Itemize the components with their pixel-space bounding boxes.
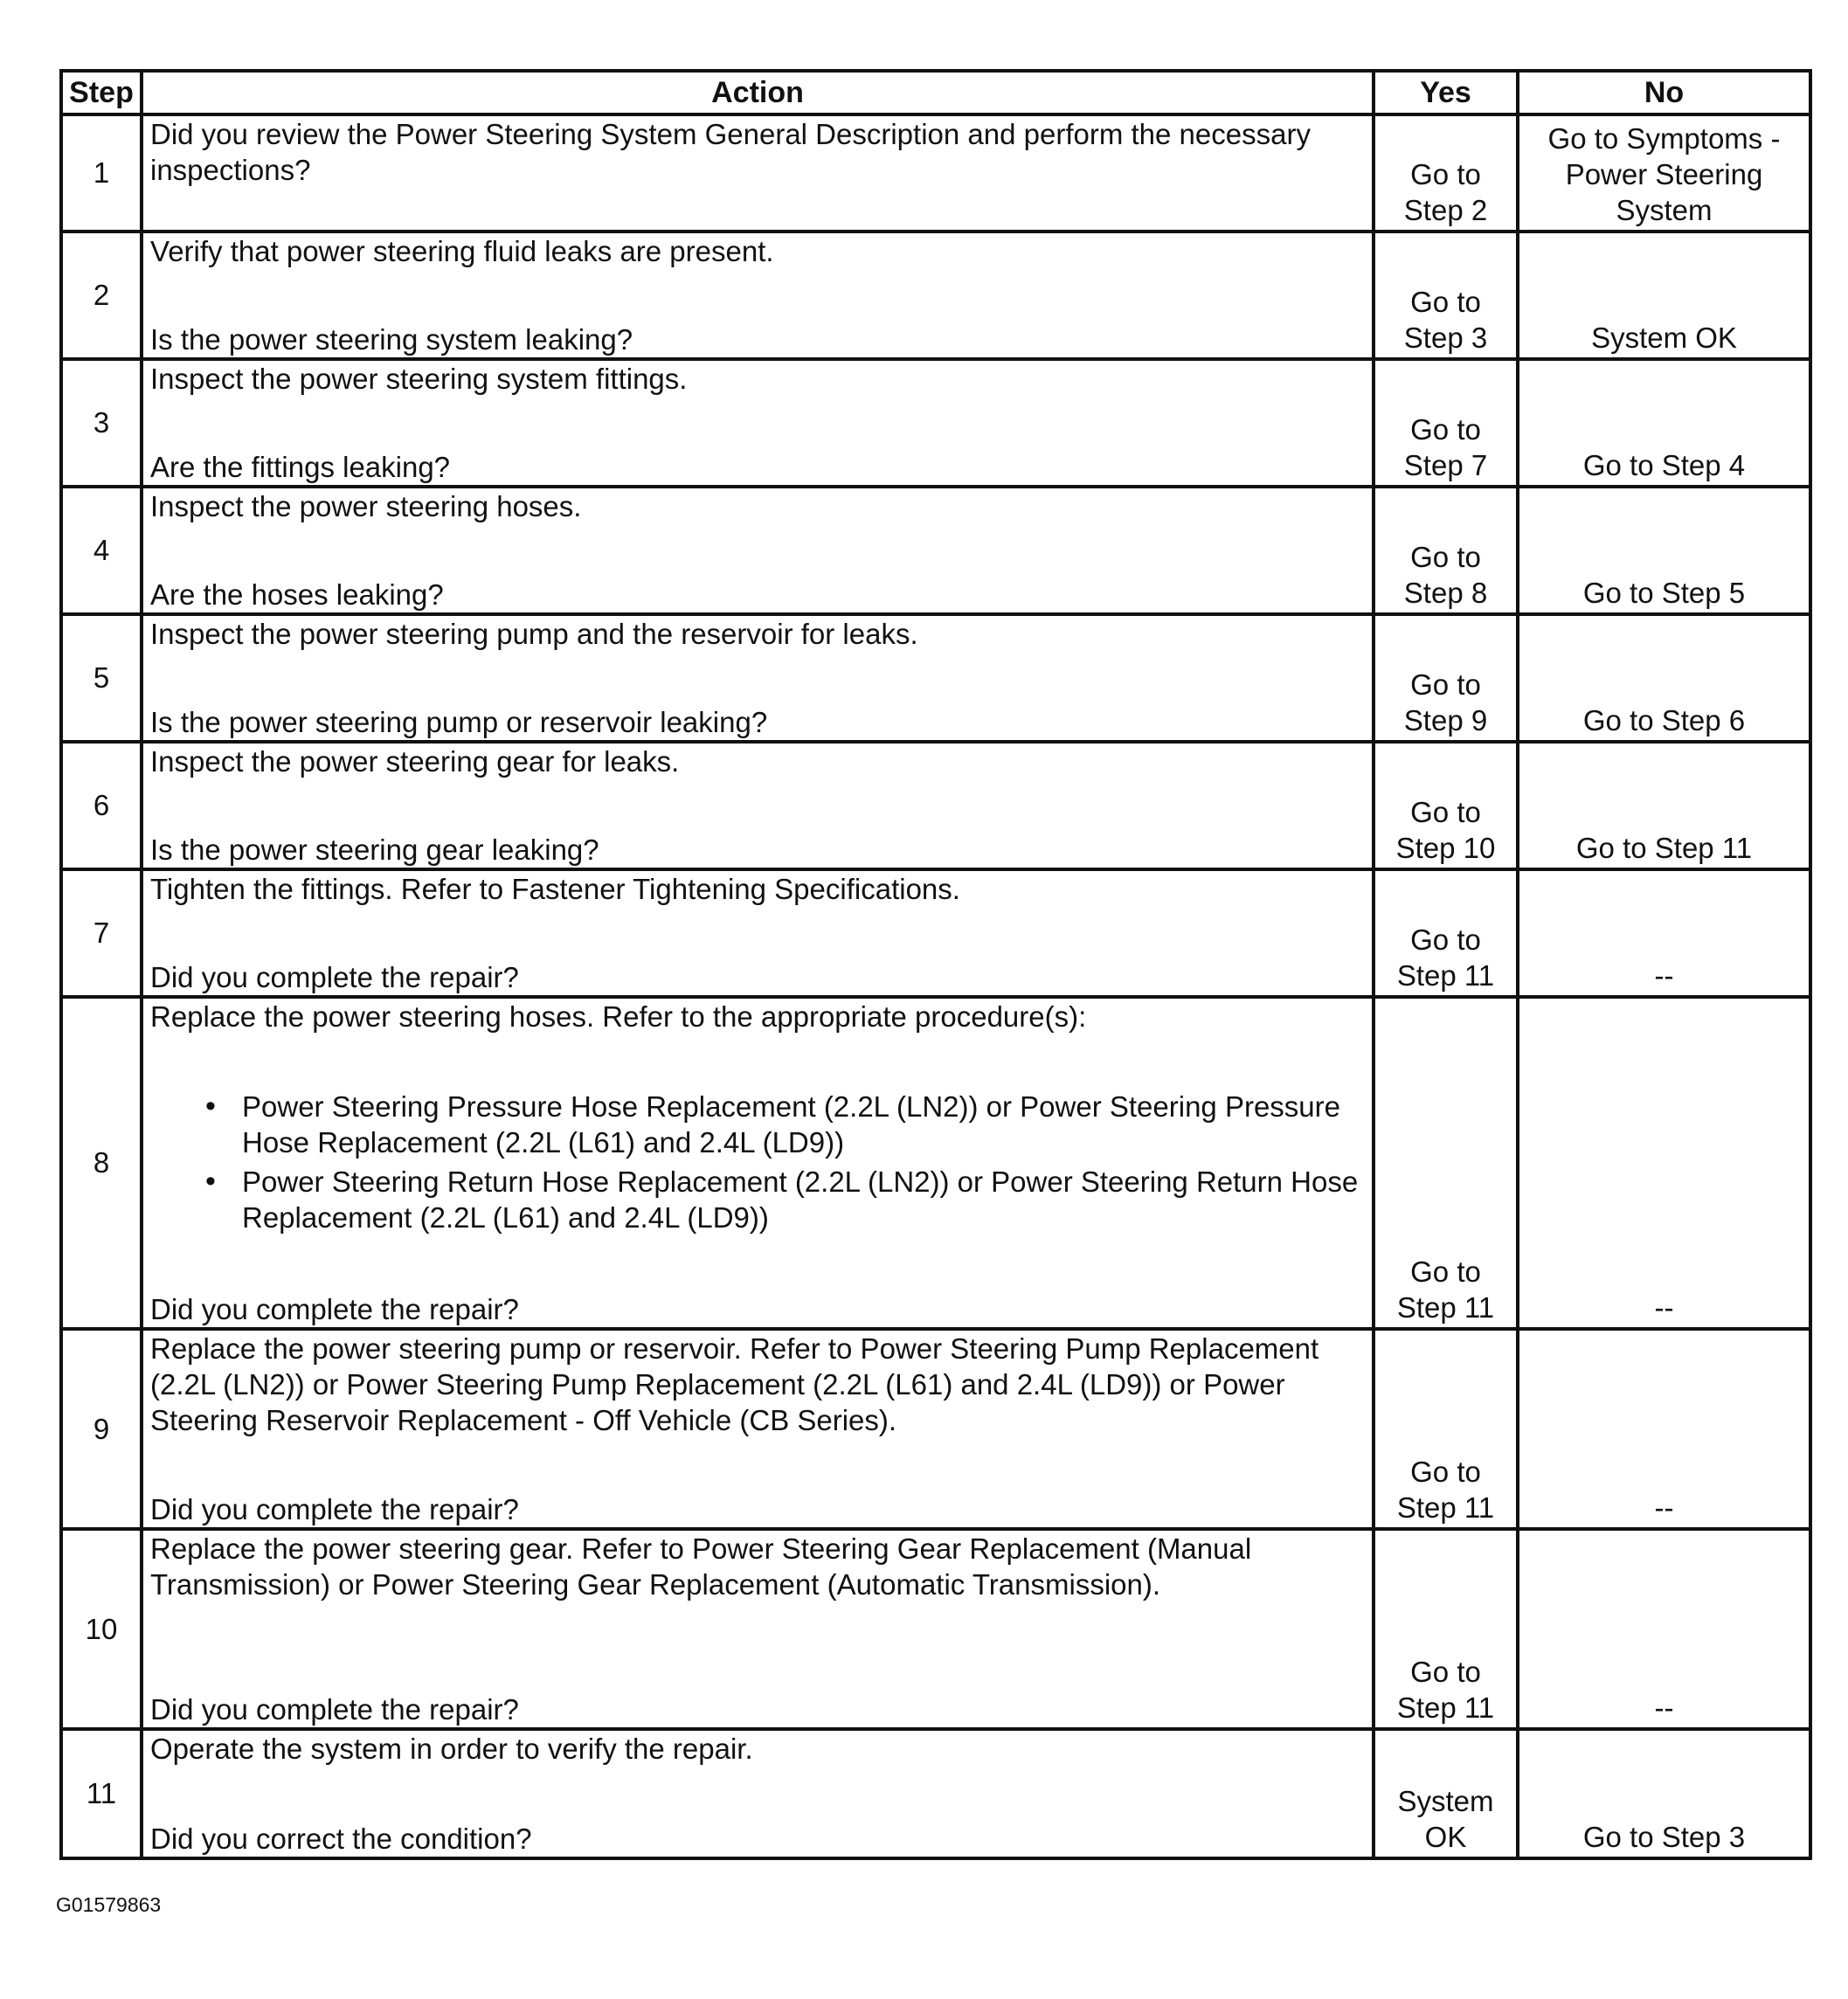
action-cell <box>142 487 1374 614</box>
procedure-item: • Power Steering Return Hose Replacement (2.2L (LN2)) or Power Steering Return Hose Replacement (2.2L (L61) and 2.4L (LD9)) <box>242 1164 1367 1235</box>
header-action: Action <box>142 71 1374 114</box>
table-row <box>61 1729 1810 1858</box>
action-cell <box>142 1529 1374 1729</box>
table-row <box>61 359 1810 487</box>
action-question: Is the power steering pump or reservoir leaking? <box>150 706 768 738</box>
no-cell <box>1518 359 1810 487</box>
action-question: Is the power steering system leaking? <box>150 323 633 356</box>
action-cell <box>142 1329 1374 1529</box>
diagnostic-table <box>59 69 1812 1860</box>
table-row <box>61 742 1810 869</box>
table-row <box>61 232 1810 359</box>
yes-cell <box>1374 997 1518 1329</box>
step-number: 7 <box>61 869 142 997</box>
table-row <box>61 1529 1810 1729</box>
yes-outcome: Go to Step 10 <box>1395 796 1496 864</box>
action-instruction: Inspect the power steering system fittings. <box>150 363 688 395</box>
action-instruction: Did you review the Power Steering System General Description and perform the necessary inspections? <box>150 118 1311 186</box>
yes-cell <box>1374 1329 1518 1529</box>
action-instruction: Tighten the fittings. Refer to Fastener Tightening Specifications. <box>150 873 960 905</box>
action-cell <box>142 1729 1374 1858</box>
step-number: 11 <box>61 1729 142 1858</box>
action-question: Did you complete the repair? <box>150 1693 519 1726</box>
no-outcome: Go to Step 5 <box>1582 577 1746 609</box>
table-row <box>61 997 1810 1329</box>
action-cell <box>142 359 1374 487</box>
yes-outcome: Go to Step 2 <box>1403 158 1488 226</box>
action-question: Did you complete the repair? <box>150 1493 519 1525</box>
yes-cell <box>1374 742 1518 869</box>
action-cell <box>142 232 1374 359</box>
no-outcome: Go to Step 4 <box>1582 449 1746 481</box>
no-outcome: System OK <box>1591 322 1737 354</box>
header-step: Step <box>61 71 142 114</box>
header-row <box>61 71 1810 114</box>
action-question: Are the hoses leaking? <box>150 578 444 611</box>
step-number: 3 <box>61 359 142 487</box>
action-cell <box>142 114 1374 232</box>
action-question: Did you complete the repair? <box>150 961 519 993</box>
yes-cell <box>1374 1529 1518 1729</box>
yes-outcome: Go to Step 9 <box>1403 668 1488 737</box>
no-outcome: -- <box>1654 1291 1674 1324</box>
table-row <box>61 614 1810 742</box>
step-number: 9 <box>61 1329 142 1529</box>
no-cell <box>1518 1329 1810 1529</box>
yes-outcome: Go to Step 11 <box>1396 1255 1495 1324</box>
no-cell <box>1518 997 1810 1329</box>
action-instruction: Replace the power steering gear. Refer to Power Steering Gear Replacement (Manual Transmission) or Power Steering Gear Replacement (Automatic Transmission). <box>150 1532 1252 1601</box>
yes-cell <box>1374 1729 1518 1858</box>
action-cell <box>142 742 1374 869</box>
yes-outcome: Go to Step 11 <box>1396 1656 1495 1724</box>
yes-cell <box>1374 614 1518 742</box>
procedure-item: • Power Steering Pressure Hose Replacement (2.2L (LN2)) or Power Steering Pressure Hose Replacement (2.2L (L61) and 2.4L (LD9)) <box>242 1089 1367 1160</box>
step-number: 5 <box>61 614 142 742</box>
no-cell <box>1518 487 1810 614</box>
yes-cell <box>1374 232 1518 359</box>
action-instruction: Replace the power steering hoses. Refer to the appropriate procedure(s): <box>150 1000 1087 1033</box>
no-outcome: Go to Step 3 <box>1582 1821 1746 1853</box>
yes-outcome: Go to Step 7 <box>1403 413 1488 481</box>
header-no: No <box>1518 71 1810 114</box>
step-number: 8 <box>61 997 142 1329</box>
step-number: 10 <box>61 1529 142 1729</box>
procedure-list <box>150 1089 1367 1235</box>
no-cell <box>1518 1729 1810 1858</box>
action-instruction: Inspect the power steering hoses. <box>150 490 582 522</box>
yes-outcome: System OK <box>1397 1785 1494 1853</box>
action-question: Did you correct the condition? <box>150 1823 532 1855</box>
no-outcome: -- <box>1654 1491 1674 1524</box>
yes-cell <box>1374 359 1518 487</box>
step-number: 2 <box>61 232 142 359</box>
action-cell <box>142 614 1374 742</box>
no-outcome: Go to Symptoms - Power Steering System <box>1547 122 1781 226</box>
no-cell <box>1518 742 1810 869</box>
figure-id: G01579863 <box>56 1893 162 1916</box>
action-question: Is the power steering gear leaking? <box>150 833 599 866</box>
yes-cell <box>1374 869 1518 997</box>
table-row <box>61 1329 1810 1529</box>
table-row <box>61 869 1810 997</box>
action-cell <box>142 997 1374 1329</box>
no-cell <box>1518 1529 1810 1729</box>
action-instruction: Inspect the power steering pump and the reservoir for leaks. <box>150 618 918 650</box>
yes-cell <box>1374 114 1518 232</box>
yes-outcome: Go to Step 8 <box>1403 541 1488 609</box>
no-outcome: Go to Step 11 <box>1575 832 1753 864</box>
action-instruction: Replace the power steering pump or reservoir. Refer to Power Steering Pump Replacement (2.2L (LN2)) or Power Steering Pump Replacement (2.2L (L61) and 2.4L (LD9)) or Power Steering Reservoir Replacement - Off Vehicle (CB Series). <box>150 1332 1319 1436</box>
yes-outcome: Go to Step 11 <box>1396 1456 1495 1524</box>
action-instruction: Operate the system in order to verify the repair. <box>150 1733 753 1765</box>
action-question: Are the fittings leaking? <box>150 451 451 483</box>
table-row <box>61 114 1810 232</box>
action-instruction: Inspect the power steering gear for leaks. <box>150 745 680 778</box>
no-outcome: -- <box>1654 959 1674 992</box>
yes-outcome: Go to Step 3 <box>1403 286 1488 354</box>
step-number: 6 <box>61 742 142 869</box>
action-instruction: Verify that power steering fluid leaks are present. <box>150 235 774 267</box>
yes-outcome: Go to Step 11 <box>1396 923 1495 992</box>
header-yes: Yes <box>1374 71 1518 114</box>
step-number: 4 <box>61 487 142 614</box>
no-cell <box>1518 114 1810 232</box>
no-outcome: -- <box>1654 1691 1674 1724</box>
no-cell <box>1518 614 1810 742</box>
yes-cell <box>1374 487 1518 614</box>
no-outcome: Go to Step 6 <box>1582 704 1746 737</box>
no-cell <box>1518 869 1810 997</box>
action-question: Did you complete the repair? <box>150 1293 519 1325</box>
no-cell <box>1518 232 1810 359</box>
table-row <box>61 487 1810 614</box>
step-number: 1 <box>61 114 142 232</box>
action-cell <box>142 869 1374 997</box>
